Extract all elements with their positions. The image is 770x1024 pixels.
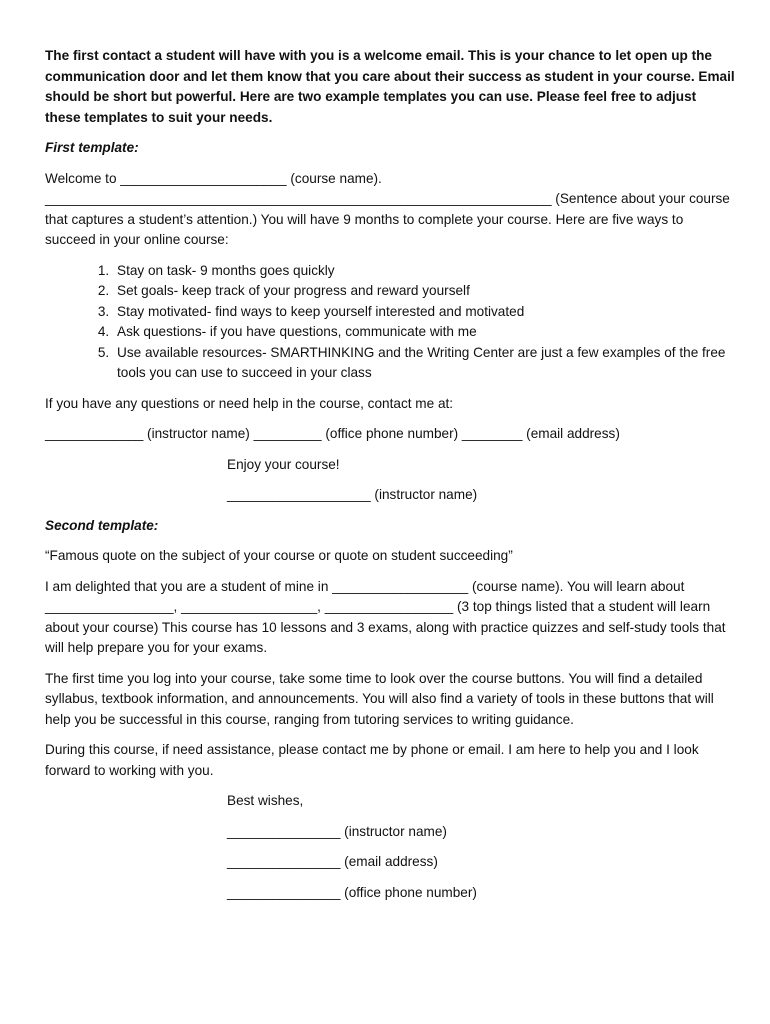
signature-line: _______________ (instructor name) [227, 823, 447, 839]
first-template-heading: First template: [45, 140, 139, 155]
list-item: 3. Stay motivated- find ways to keep yourself interested and motivated [113, 302, 735, 323]
welcome-line: Welcome to ______________________ (course name). [45, 170, 382, 186]
contact-line: _____________ (instructor name) _________ (office phone number) ________ (email address) [45, 426, 620, 441]
course-buttons-paragraph: The first time you log into your course, take some time to look over the course buttons. You will find a detailed syllabus, textbook information, and announcements. You will also find a variety of tools in these buttons that will help you be successful in this course, ranging from tutoring services to writing guidance. [45, 670, 714, 727]
contact-intro: If you have any questions or need help in the course, contact me at: [45, 395, 454, 411]
list-item: 1. Stay on task- 9 months goes quickly [113, 261, 735, 282]
intro-course-paragraph: I am delighted that you are a student of mine in __________________ (course name). You will learn about _________________, __________________, _________________ (3 top things listed that a student will learn about your course) This course has 10 lessons and 3 exams, along with practice quizzes and self-study tools that will help prepare you for your exams. [45, 578, 726, 655]
list-item: 2. Set goals- keep track of your progress and reward yourself [113, 281, 735, 302]
closing-line: Enjoy your course! [227, 456, 340, 472]
intro-paragraph: The first contact a student will have with you is a welcome email. This is your chance to let open up the communication door and let them know that you care about their success as student in your course. Email should be short but powerful. Here are two example templates you can use. Please feel free to adjust these templates to suit your needs. [45, 48, 735, 125]
quote-line: “Famous quote on the subject of your course or quote on student succeeding” [45, 548, 513, 563]
signature-line: _______________ (office phone number) [227, 884, 477, 900]
document-body [45, 46, 735, 903]
course-sentence-paragraph: ___________________________________________________________________ (Sentence about your course that captures a student’s attention.) You will have 9 months to complete your course. Here are five ways to succeed in your online course: [45, 191, 730, 247]
signature-line: ___________________ (instructor name) [227, 487, 478, 502]
tips-list [45, 261, 735, 384]
assistance-paragraph: During this course, if need assistance, please contact me by phone or email. I am here to help you and I look forward to working with you. [45, 742, 699, 778]
signature-line: _______________ (email address) [227, 854, 438, 869]
second-template-heading: Second template: [45, 517, 159, 533]
closing-line: Best wishes, [227, 793, 304, 808]
list-item: 4. Ask questions- if you have questions, communicate with me [113, 322, 735, 343]
list-item: 5. Use available resources- SMARTHINKING and the Writing Center are just a few examples of the free tools you can use to succeed in your class [113, 343, 735, 384]
